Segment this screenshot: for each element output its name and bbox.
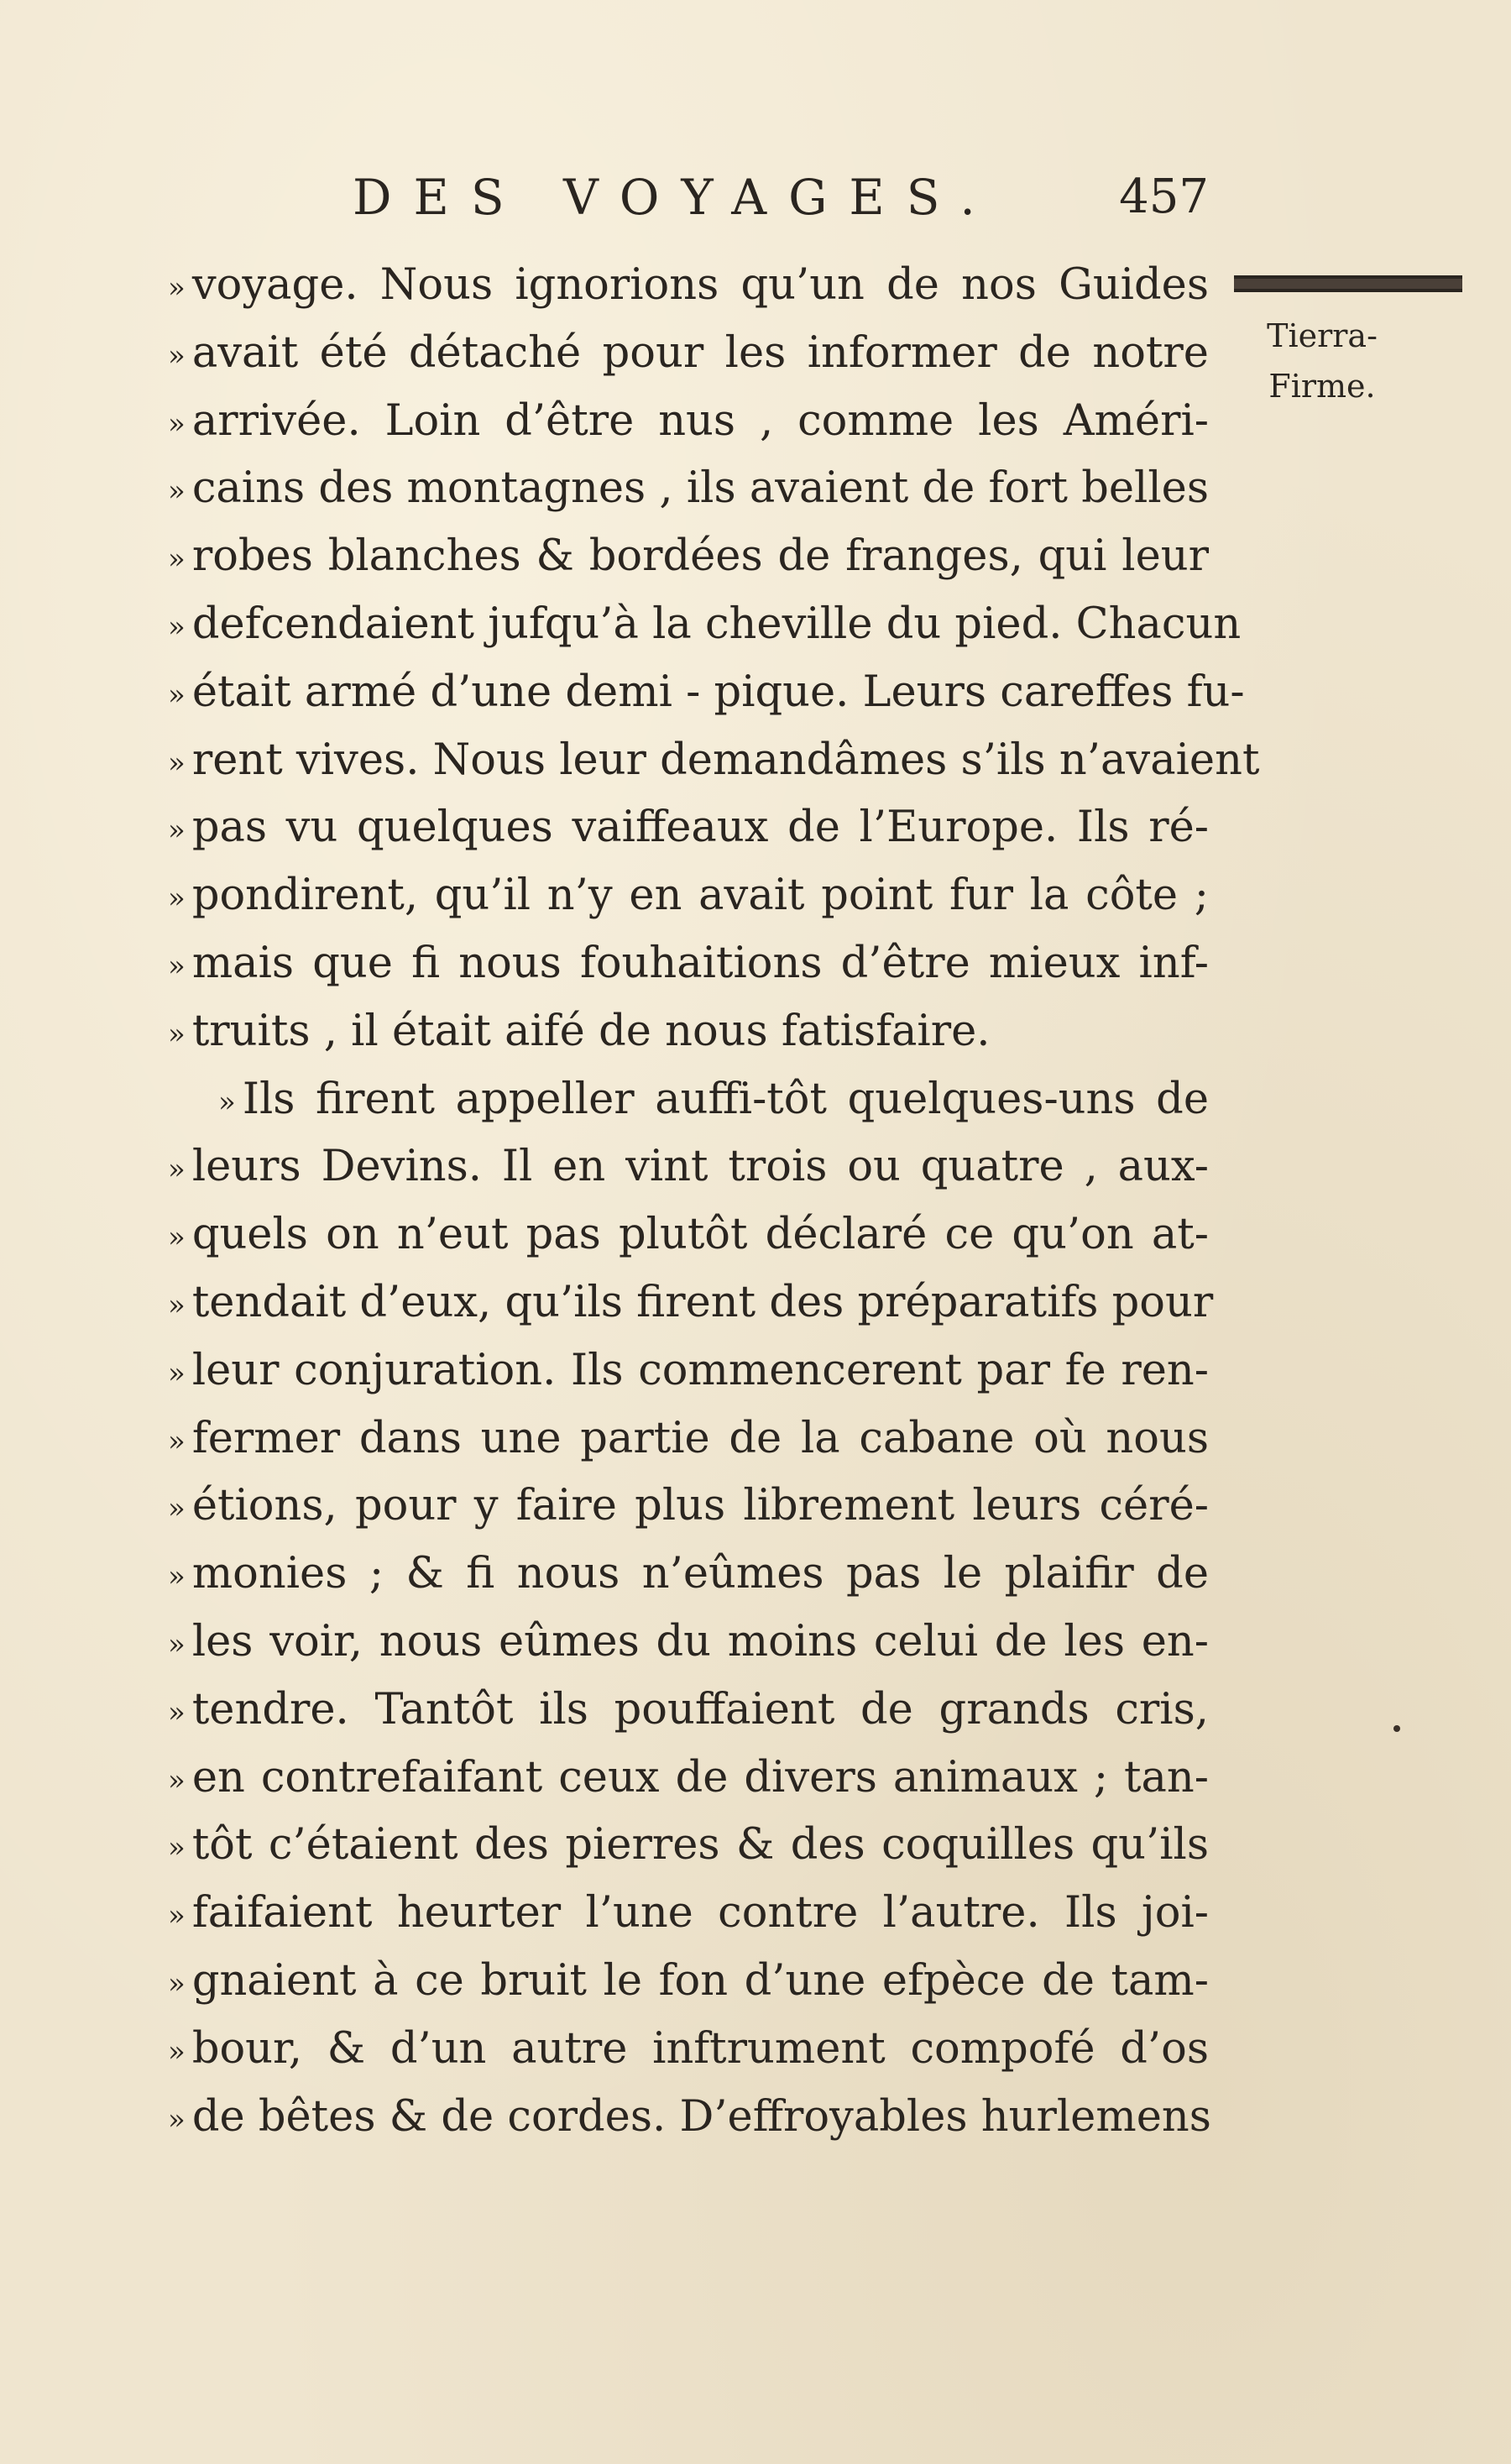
- line-text: Ils firent appeller auffi-tôt quelques-uns de: [242, 1074, 1209, 1124]
- line-text: tendait d’eux, qu’ils firent des préparatifs pour: [191, 1277, 1214, 1327]
- line-text: tôt c’étaient des pierres & des coquilles qu’ils: [191, 1820, 1209, 1870]
- text-line: [168, 591, 1242, 659]
- quote-mark: »: [168, 1899, 186, 1933]
- text-line: [168, 794, 1209, 862]
- line-text: arrivée. Loin d’être nus , comme les Améri-: [191, 395, 1209, 446]
- running-title: DES VOYAGES.: [353, 169, 997, 226]
- text-line: [168, 1337, 1209, 1405]
- quote-mark: »: [168, 406, 186, 441]
- margin-note: [1238, 311, 1406, 411]
- line-text: rent vives. Nous leur demandâmes s’ils n’avaient: [191, 735, 1260, 785]
- quote-mark: »: [168, 677, 186, 712]
- line-text: pas vu quelques vaiffeaux de l’Europe. Ils ré-: [191, 803, 1209, 853]
- line-text: leurs Devins. Il en vint trois ou quatre , aux-: [191, 1142, 1209, 1192]
- text-line: [168, 1473, 1209, 1541]
- quote-mark: »: [168, 1831, 186, 1865]
- text-line: [168, 930, 1209, 998]
- quote-mark: »: [168, 1695, 186, 1729]
- quote-mark: »: [168, 338, 186, 373]
- line-text: truits , il était aifé de nous fatisfaire.: [191, 1006, 991, 1056]
- page-header: [353, 164, 1209, 231]
- quote-mark: »: [168, 1627, 186, 1661]
- text-line: [168, 1201, 1209, 1269]
- ink-spot: [1393, 1725, 1400, 1732]
- quote-mark: »: [168, 2102, 186, 2137]
- quote-mark: »: [168, 1017, 186, 1051]
- quote-mark: »: [168, 949, 186, 983]
- text-line: [168, 320, 1209, 388]
- line-text: en contrefaifant ceux de divers animaux ; tan-: [191, 1752, 1209, 1802]
- text-line: [168, 1541, 1209, 1609]
- text-line: [168, 1745, 1209, 1813]
- text-line: [168, 1677, 1209, 1745]
- line-text: robes blanches & bordées de franges, qui leur: [191, 531, 1209, 582]
- quote-mark: »: [168, 271, 186, 305]
- quote-mark: »: [168, 1153, 186, 1187]
- text-line: [168, 2084, 1209, 2152]
- text-line: [168, 1609, 1209, 1677]
- line-text: les voir, nous eûmes du moins celui de les en-: [191, 1616, 1209, 1666]
- line-text: leur conjuration. Ils commencerent par fe ren-: [191, 1345, 1209, 1395]
- quote-mark: »: [168, 609, 186, 644]
- line-text: était armé d’une demi - pique. Leurs careffes fu-: [191, 667, 1245, 717]
- body-text: [168, 252, 1260, 2151]
- text-line: [168, 1405, 1209, 1473]
- quote-mark: »: [168, 2034, 186, 2069]
- quote-mark: »: [168, 1288, 186, 1322]
- quote-mark: »: [168, 1560, 186, 1594]
- quote-mark: »: [168, 474, 186, 509]
- line-text: mais que fi nous fouhaitions d’être mieux inf-: [191, 938, 1209, 988]
- margin-note-line: Firme.: [1268, 368, 1376, 405]
- quote-mark: »: [168, 745, 186, 780]
- margin-rule: [1234, 275, 1462, 292]
- line-text: defcendaient jufqu’à la cheville du pied. Chacun: [191, 599, 1242, 649]
- text-line: [168, 727, 1260, 795]
- text-line: [168, 1812, 1209, 1880]
- text-line: [168, 1133, 1209, 1201]
- text-line: [168, 455, 1209, 523]
- text-line: [168, 862, 1209, 930]
- line-text: avait été détaché pour les informer de notre: [191, 327, 1209, 378]
- quote-mark: »: [168, 1966, 186, 2001]
- line-text: de bêtes & de cordes. D’effroyables hurlemens: [191, 2091, 1211, 2142]
- text-line: [168, 1948, 1209, 2016]
- line-text: voyage. Nous ignorions qu’un de nos Guides: [191, 260, 1209, 310]
- page-number: 457: [1119, 170, 1209, 224]
- margin-note-line: Tierra-: [1267, 317, 1378, 354]
- line-text: bour, & d’un autre inftrument compofé d’os: [191, 2023, 1209, 2074]
- quote-mark: »: [168, 881, 186, 916]
- quote-mark: »: [168, 1763, 186, 1797]
- quote-mark: »: [218, 1085, 236, 1119]
- text-line: [168, 1269, 1214, 1337]
- text-line: [168, 523, 1209, 591]
- line-text: tendre. Tantôt ils pouffaient de grands cris,: [191, 1684, 1209, 1734]
- line-text: monies ; & fi nous n’eûmes pas le plaifir de: [191, 1549, 1209, 1599]
- quote-mark: »: [168, 1492, 186, 1526]
- line-text: fermer dans une partie de la cabane où nous: [191, 1413, 1209, 1463]
- line-text: faifaient heurter l’une contre l’autre. Ils joi-: [191, 1888, 1209, 1938]
- text-line: [168, 252, 1209, 320]
- line-text: étions, pour y faire plus librement leurs céré-: [191, 1481, 1209, 1531]
- quote-mark: »: [168, 1356, 186, 1390]
- text-line: [168, 388, 1209, 456]
- text-line: [168, 1880, 1209, 1948]
- text-line: [168, 998, 1209, 1066]
- line-text: cains des montagnes , ils avaient de fort belles: [191, 463, 1210, 514]
- line-text: pondirent, qu’il n’y en avait point fur la côte ;: [191, 871, 1209, 921]
- line-text: gnaient à ce bruit le fon d’une efpèce de tam-: [191, 1955, 1209, 2006]
- text-line: [168, 1066, 1209, 1134]
- text-line: [168, 2016, 1209, 2084]
- line-text: quels on n’eut pas plutôt déclaré ce qu’on at-: [191, 1210, 1209, 1260]
- quote-mark: »: [168, 813, 186, 848]
- quote-mark: »: [168, 1221, 186, 1255]
- quote-mark: »: [168, 542, 186, 577]
- quote-mark: »: [168, 1424, 186, 1458]
- text-line: [168, 659, 1245, 727]
